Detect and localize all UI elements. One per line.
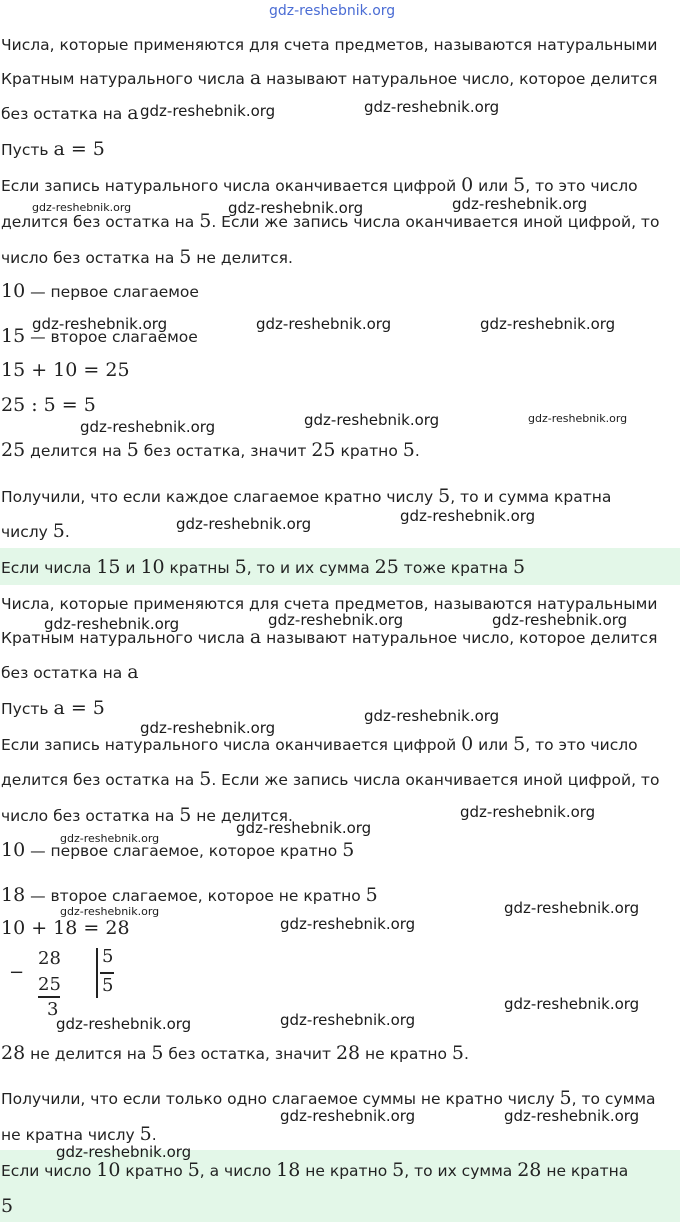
definition-natural-2: Числа, которые применяются для счета предметов, называются натуральными: [1, 595, 658, 613]
divisibility-statement-2: 28 не делится на 5 без остатка, значит 28 не кратно 5.: [1, 1042, 469, 1064]
watermark: gdz-reshebnik.org: [140, 102, 276, 120]
rule-line-1: Если запись натурального числа оканчивается цифрой 0 или 5, то это число: [1, 174, 638, 196]
let-a: Пусть a = 5: [1, 138, 105, 160]
conclusion-1: Если числа 15 и 10 кратны 5, то и их сумма 25 тоже кратна 5: [1, 556, 526, 578]
first-addend-2: 10 — первое слагаемое, которое кратно 5: [1, 839, 355, 861]
division-minus: −: [9, 962, 25, 983]
division-equation: 25 : 5 = 5: [1, 394, 96, 416]
result-line-1-2: Получили, что если только одно слагаемое суммы не кратно числу 5, то сумма: [1, 1087, 656, 1109]
result-line-2: числу 5.: [1, 520, 70, 542]
watermark: gdz-reshebnik.org: [56, 1015, 192, 1033]
watermark: gdz-reshebnik.org: [60, 832, 160, 845]
definition-multiple-cont-2: без остатка на a: [1, 661, 139, 683]
rule-line-3: число без остатка на 5 не делится.: [1, 246, 293, 268]
watermark: gdz-reshebnik.org: [32, 315, 168, 333]
watermark: gdz-reshebnik.org: [268, 611, 404, 629]
watermark: gdz-reshebnik.org: [280, 1107, 416, 1125]
conclusion-2: Если число 10 кратно 5, а число 18 не кратно 5, то их сумма 28 не кратна: [1, 1159, 629, 1181]
first-addend: 10 — первое слагаемое: [1, 280, 199, 302]
sum-equation: 15 + 10 = 25: [1, 359, 130, 381]
definition-natural: Числа, которые применяются для счета предметов, называются натуральными: [1, 36, 658, 54]
division-divisor-line: [100, 972, 114, 974]
watermark: gdz-reshebnik.org: [528, 412, 628, 425]
watermark: gdz-reshebnik.org: [176, 515, 312, 533]
watermark: gdz-reshebnik.org: [364, 707, 500, 725]
result-line-2-2: не кратна числу 5.: [1, 1123, 157, 1145]
definition-multiple-2: Кратным натурального числа a называют натуральное число, которое делится: [1, 626, 658, 648]
definition-multiple-cont: без остатка на a: [1, 102, 139, 124]
watermark: gdz-reshebnik.org: [56, 1143, 192, 1161]
division-divisor: 5: [102, 946, 114, 967]
division-quotient: 5: [102, 975, 114, 996]
sum-equation-2: 10 + 18 = 28: [1, 917, 130, 939]
rule-line-3-2: число без остатка на 5 не делится.: [1, 804, 293, 826]
watermark: gdz-reshebnik.org: [140, 719, 276, 737]
watermark: gdz-reshebnik.org: [32, 201, 132, 214]
division-dividend: 28: [38, 948, 61, 969]
watermark: gdz-reshebnik.org: [504, 899, 640, 917]
watermark: gdz-reshebnik.org: [364, 98, 500, 116]
second-addend-2: 18 — второе слагаемое, которое не кратно 5: [1, 884, 378, 906]
watermark: gdz-reshebnik.org: [280, 1011, 416, 1029]
division-remainder: 3: [47, 999, 59, 1020]
watermark: gdz-reshebnik.org: [44, 615, 180, 633]
division-vertical-line: [96, 948, 98, 998]
watermark: gdz-reshebnik.org: [460, 803, 596, 821]
second-addend: 15 — второе слагаемое: [1, 325, 198, 347]
rule-line-2-2: делится без остатка на 5. Если же запись числа оканчивается иной цифрой, то: [1, 768, 660, 790]
division-subtrahend: 25: [38, 974, 61, 995]
rule-line-2: делится без остатка на 5. Если же запись числа оканчивается иной цифрой, то: [1, 210, 660, 232]
let-a-2: Пусть a = 5: [1, 697, 105, 719]
rule-line-1-2: Если запись натурального числа оканчивается цифрой 0 или 5, то это число: [1, 733, 638, 755]
watermark: gdz-reshebnik.org: [280, 915, 416, 933]
watermark-top: gdz-reshebnik.org: [269, 3, 396, 19]
watermark: gdz-reshebnik.org: [80, 418, 216, 436]
watermark: gdz-reshebnik.org: [304, 411, 440, 429]
watermark: gdz-reshebnik.org: [504, 995, 640, 1013]
result-line-1: Получили, что если каждое слагаемое кратно числу 5, то и сумма кратна: [1, 485, 612, 507]
watermark: gdz-reshebnik.org: [228, 199, 364, 217]
division-underline: [38, 996, 60, 998]
definition-multiple: Кратным натурального числа a называют натуральное число, которое делится: [1, 67, 658, 89]
watermark: gdz-reshebnik.org: [492, 611, 628, 629]
watermark: gdz-reshebnik.org: [236, 819, 372, 837]
watermark: gdz-reshebnik.org: [504, 1107, 640, 1125]
divisibility-statement: 25 делится на 5 без остатка, значит 25 кратно 5.: [1, 439, 420, 461]
watermark: gdz-reshebnik.org: [60, 905, 160, 918]
watermark: gdz-reshebnik.org: [400, 507, 536, 525]
watermark: gdz-reshebnik.org: [452, 195, 588, 213]
conclusion-2-cont: 5: [1, 1195, 14, 1217]
watermark: gdz-reshebnik.org: [256, 315, 392, 333]
watermark: gdz-reshebnik.org: [480, 315, 616, 333]
